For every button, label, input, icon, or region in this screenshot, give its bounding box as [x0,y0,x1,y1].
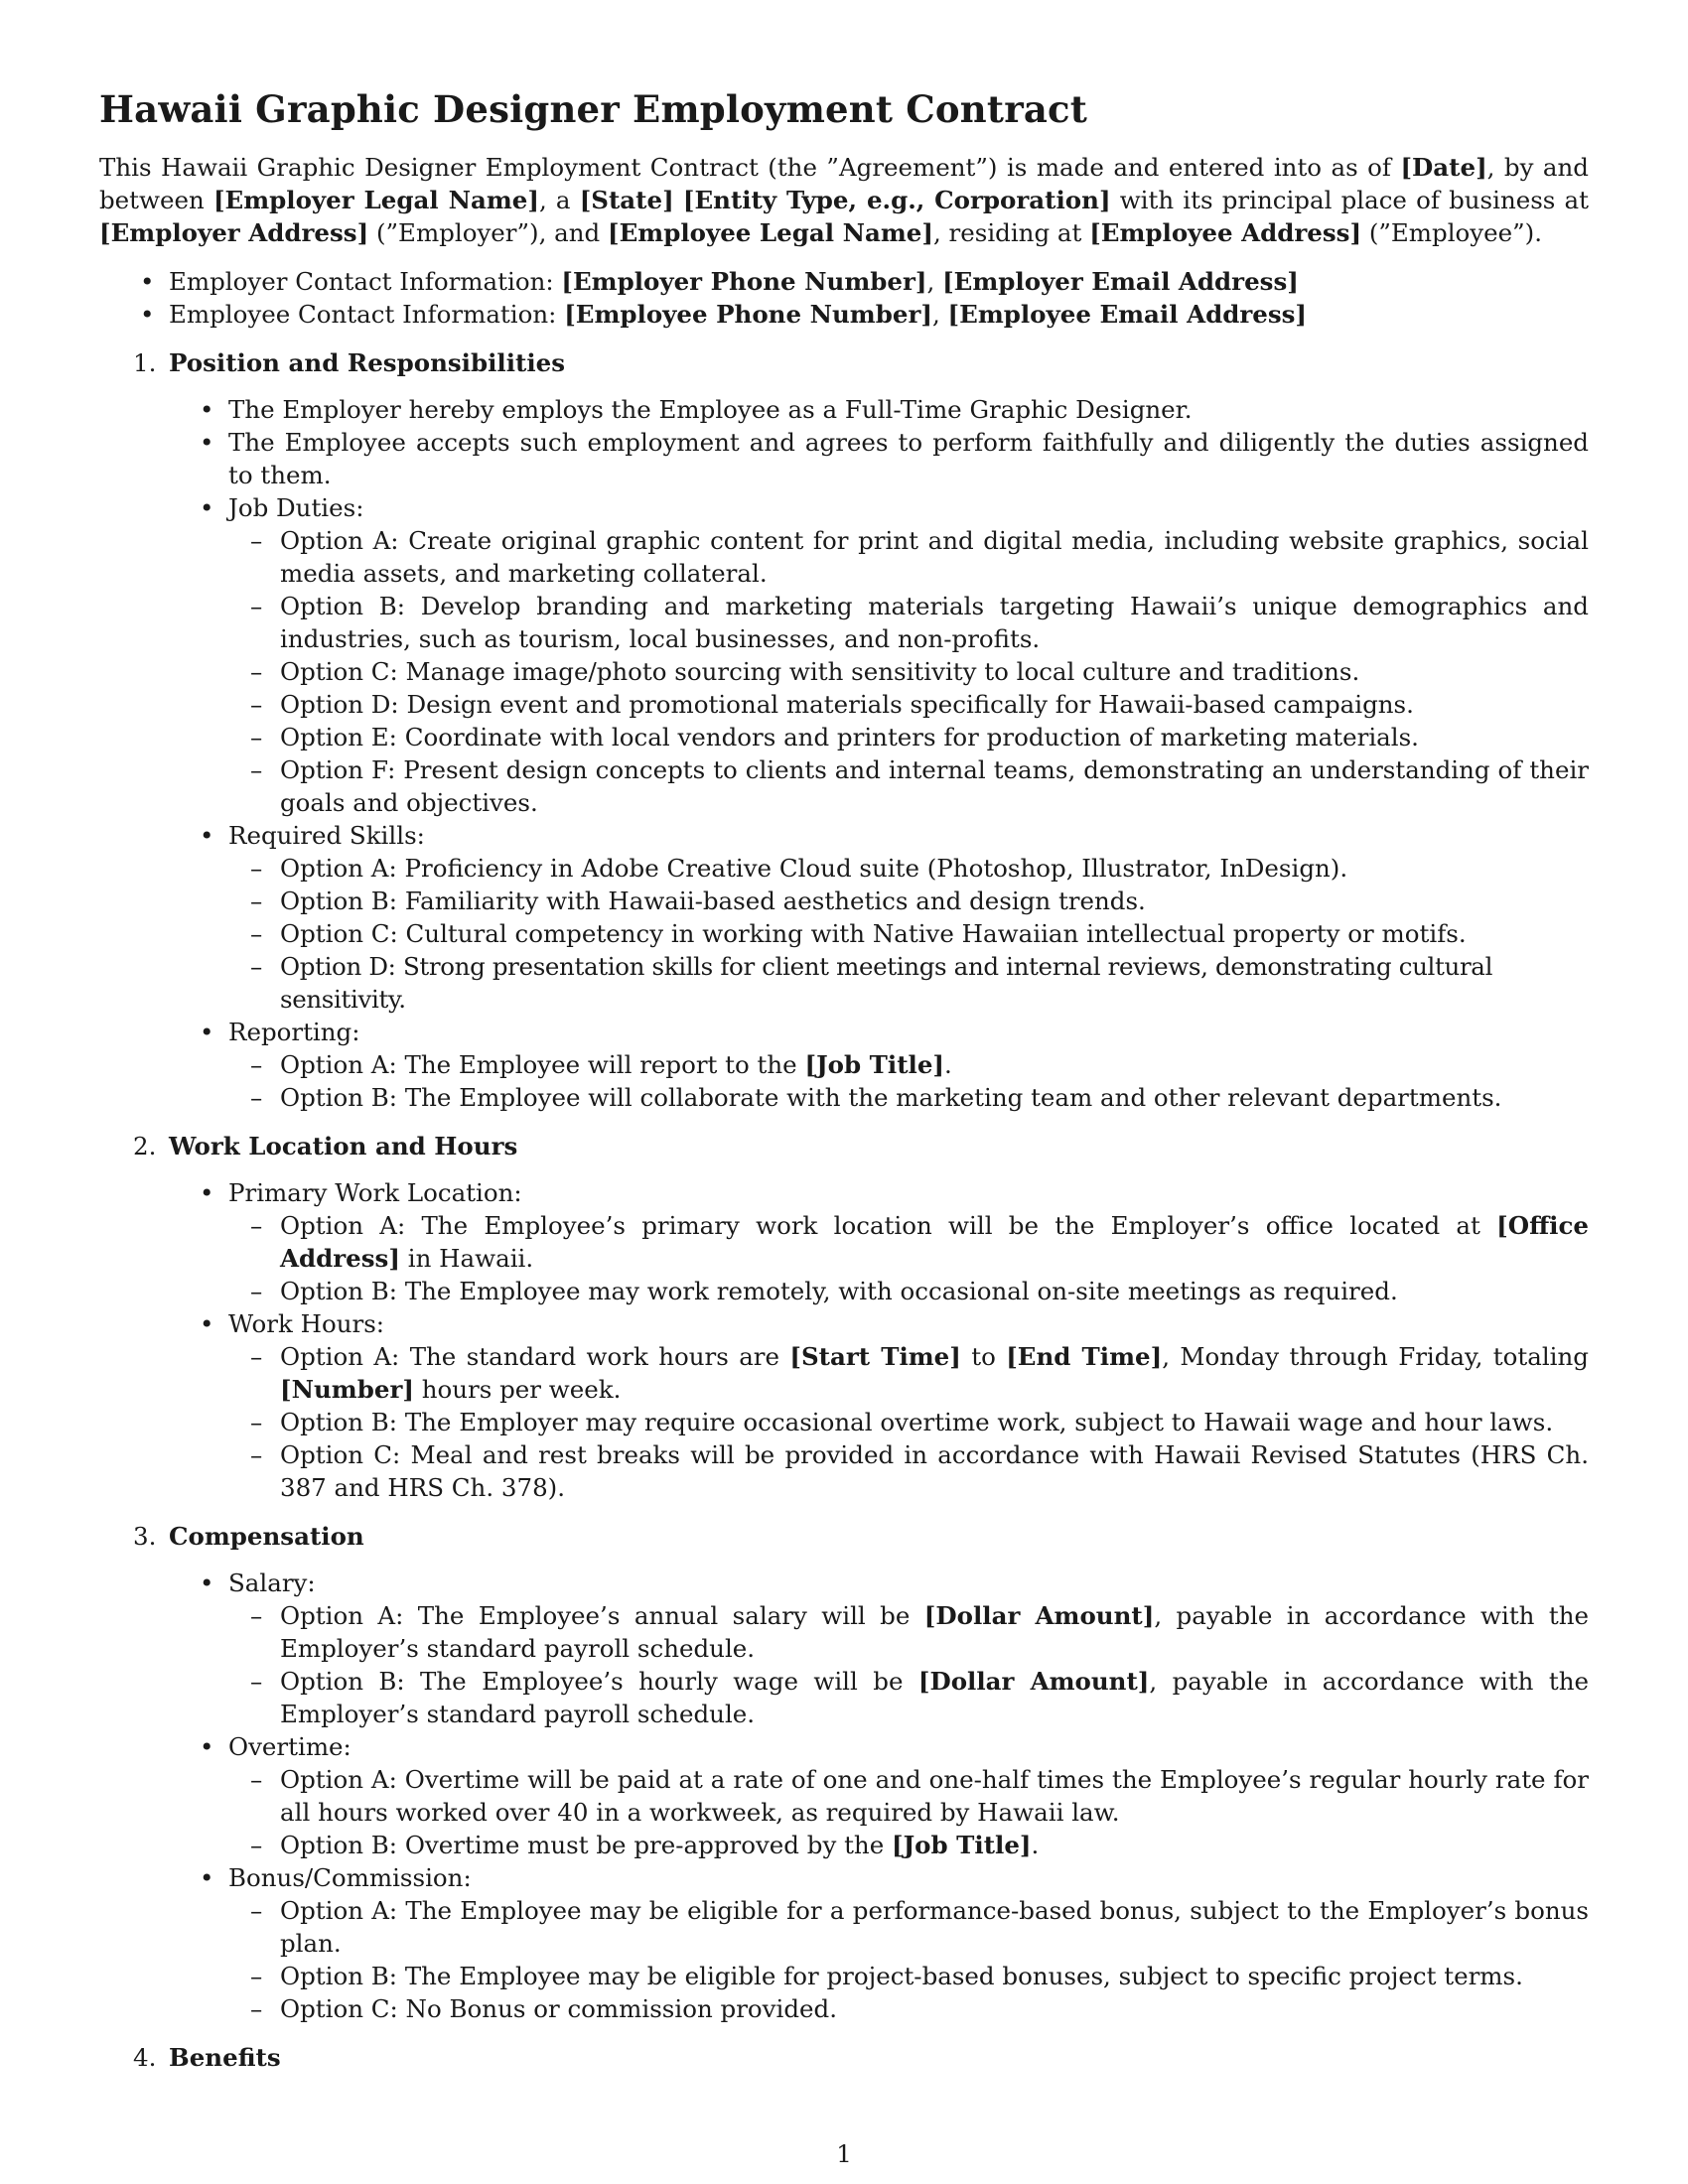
section-heading: 3. Compensation [133,1522,364,1551]
list-item-primary-location: • Primary Work Location: – Option A: The Employee’s primary work location will be the Employer’s office located at [Office Address] in Hawaii. – Option B: The Employee may work remotely, with occasional on-site meetings as required. [200,1178,1589,1305]
page-number: 1 [836,2139,852,2168]
field-state: [State] [579,186,674,214]
option-item: – Option B: The Employee may be eligible for project-based bonuses, subject to specific project terms. [250,1962,1523,1990]
option-item: – Option C: Cultural competency in working with Native Hawaiian intellectual property or motifs. [250,919,1467,948]
section-heading: 1. Position and Responsibilities [133,348,566,377]
option-item: – Option B: The Employee’s hourly wage will be [Dollar Amount], payable in accordance with the Employer’s standard payroll schedule. [250,1667,1589,1728]
section-benefits [99,2041,1589,2074]
field-employer-address: [Employer Address] [99,218,369,247]
option-item: – Option B: Develop branding and marketing materials targeting Hawaii’s unique demographics and industries, such as tourism, local businesses, and non-profits. [250,592,1589,653]
field-employee-legal-name: [Employee Legal Name] [608,218,933,247]
list-item-reporting: • Reporting: – Option A: The Employee will report to the [Job Title]. – Option B: The Employee will collaborate with the marketing team and other relevant departments. [99,1016,1589,1114]
list-item-bonus: • Bonus/Commission: – Option A: The Employee may be eligible for a performance-based bonus, subject to the Employer’s bonus plan. – Option B: The Employee may be eligible for project-based bonuses, subject to specific project terms. – Option C: No Bonus or commission provided. [200,1863,1589,2023]
option-item: – Option E: Coordinate with local vendors and printers for production of marketing materials. [250,723,1419,751]
option-item: – Option A: The Employee’s annual salary will be [Dollar Amount], payable in accordance with the Employer’s standard payroll schedule. [250,1601,1589,1663]
option-item: – Option A: The Employee may be eligible for a performance-based bonus, subject to the Employer’s bonus plan. [250,1896,1589,1958]
list-item-salary: • Salary: – Option A: The Employee’s annual salary will be [Dollar Amount], payable in accordance with the Employer’s standard payroll schedule. – Option B: The Employee’s hourly wage will be [Dollar Amount], payable in accordance with the Employer’s standard payroll schedule. [200,1569,1589,1728]
field-date: [Date] [1400,153,1487,182]
option-item: – Option C: Meal and rest breaks will be provided in accordance with Hawaii Revised Statutes (HRS Ch. 387 and HRS Ch. 378). [250,1440,1589,1502]
option-item: – Option C: No Bonus or commission provided. [250,1994,837,2023]
document-title: Hawaii Graphic Designer Employment Contract [99,87,1088,131]
section-work-location [99,1130,1589,1504]
field-entity-type: [Entity Type, e.g., Corporation] [682,186,1111,214]
employer-contact-item: • Employer Contact Information: [Employer Phone Number], [Employer Email Address] [99,265,1589,298]
section-heading: 4. Benefits [133,2043,281,2072]
employee-contact-item: • Employee Contact Information: [Employee Phone Number], [Employee Email Address] [99,298,1589,331]
option-item: – Option A: Create original graphic content for print and digital media, including website graphics, social media assets, and marketing collateral. [250,526,1589,588]
option-item: – Option B: The Employee may work remotely, with occasional on-site meetings as required. [250,1277,1398,1305]
list-item-overtime: • Overtime: – Option A: Overtime will be paid at a rate of one and one-half times the Employee’s regular hourly rate for all hours worked over 40 in a workweek, as required by Hawaii law. – Option B: Overtime must be pre-approved by the [Job Title]. [200,1732,1589,1859]
section-compensation [99,1520,1589,2025]
list-item-job-duties: • Job Duties: – Option A: Create original graphic content for print and digital media, including website graphics, social media assets, and marketing collateral. – Option B: Develop branding and marketing materials targeting Hawaii’s unique demographics and industries, such as tourism, local businesses, and non-profits. – Option C: Manage image/photo sourcing with sensitivity to local culture and traditions. – Option D: Design event and promotional materials specifically for Hawaii-based campaigns. – Option E: Coordinate with local vendors and printers for production of marketing materials. – Option F: Present design concepts to clients and internal teams, demonstrating an understanding of their goals and objectives. [200,493,1589,817]
list-item: • The Employee accepts such employment and agrees to perform faithfully and diligently the duties assigned to them. [200,428,1589,489]
section-heading: 2. Work Location and Hours [133,1132,518,1160]
option-item: – Option B: The Employee will collaborate with the marketing team and other relevant departments. [250,1083,1502,1112]
option-item: – Option C: Manage image/photo sourcing with sensitivity to local culture and traditions. [250,657,1360,686]
option-item: – Option F: Present design concepts to clients and internal teams, demonstrating an understanding of their goals and objectives. [250,755,1589,817]
option-item: – Option A: The Employee will report to the [Job Title]. [250,1050,952,1079]
option-item: – Option A: Proficiency in Adobe Creative Cloud suite (Photoshop, Illustrator, InDesign). [250,854,1348,883]
option-item: – Option A: The standard work hours are [Start Time] to [End Time], Monday through Friday, totaling [Number] hours per week. [250,1342,1589,1404]
intro-paragraph: This Hawaii Graphic Designer Employment Contract (the ”Agreement”) is made and entered into as of [Date], by and between [Employer Legal Name], a [State] [Entity Type, e.g., Corporation] with its principal place of business at [Employer Address] (”Employer”), and [Employee Legal Name], residing at [Employee Address] (”Employee”). [99,153,1589,247]
section-position [99,346,1589,1114]
field-employer-legal-name: [Employer Legal Name] [212,186,539,214]
list-item: • The Employer hereby employs the Employee as a Full-Time Graphic Designer. [200,395,1193,424]
option-item: – Option A: The Employee’s primary work location will be the Employer’s office located at [Office Address] in Hawaii. [250,1211,1589,1273]
option-item: – Option B: The Employer may require occasional overtime work, subject to Hawaii wage and hour laws. [250,1408,1554,1436]
document-body [99,87,1589,2090]
option-item: – Option D: Strong presentation skills for client meetings and internal reviews, demonstrating cultural sensitivity. [250,952,1493,1014]
list-item-required-skills: • Required Skills: – Option A: Proficiency in Adobe Creative Cloud suite (Photoshop, Illustrator, InDesign). – Option B: Familiarity with Hawaii-based aesthetics and design trends. – Option C: Cultural competency in working with Native Hawaiian intellectual property or motifs. – Option D: Strong presentation skills for client meetings and internal reviews, demonstrating cultural sensitivity. [99,819,1589,1016]
contact-list [99,265,1589,331]
option-item: – Option D: Design event and promotional materials specifically for Hawaii-based campaigns. [250,690,1414,719]
list-item-work-hours: • Work Hours: – Option A: The standard work hours are [Start Time] to [End Time], Monday through Friday, totaling [Number] hours per week. – Option B: The Employer may require occasional overtime work, subject to Hawaii wage and hour laws. – Option C: Meal and rest breaks will be provided in accordance with Hawaii Revised Statutes (HRS Ch. 387 and HRS Ch. 378). [200,1309,1589,1502]
option-item: – Option A: Overtime will be paid at a rate of one and one-half times the Employee’s regular hourly rate for all hours worked over 40 in a workweek, as required by Hawaii law. [250,1765,1589,1827]
option-item: – Option B: Familiarity with Hawaii-based aesthetics and design trends. [250,887,1146,915]
option-item: – Option B: Overtime must be pre-approved by the [Job Title]. [250,1831,1040,1859]
field-employee-address: [Employee Address] [1089,218,1362,247]
